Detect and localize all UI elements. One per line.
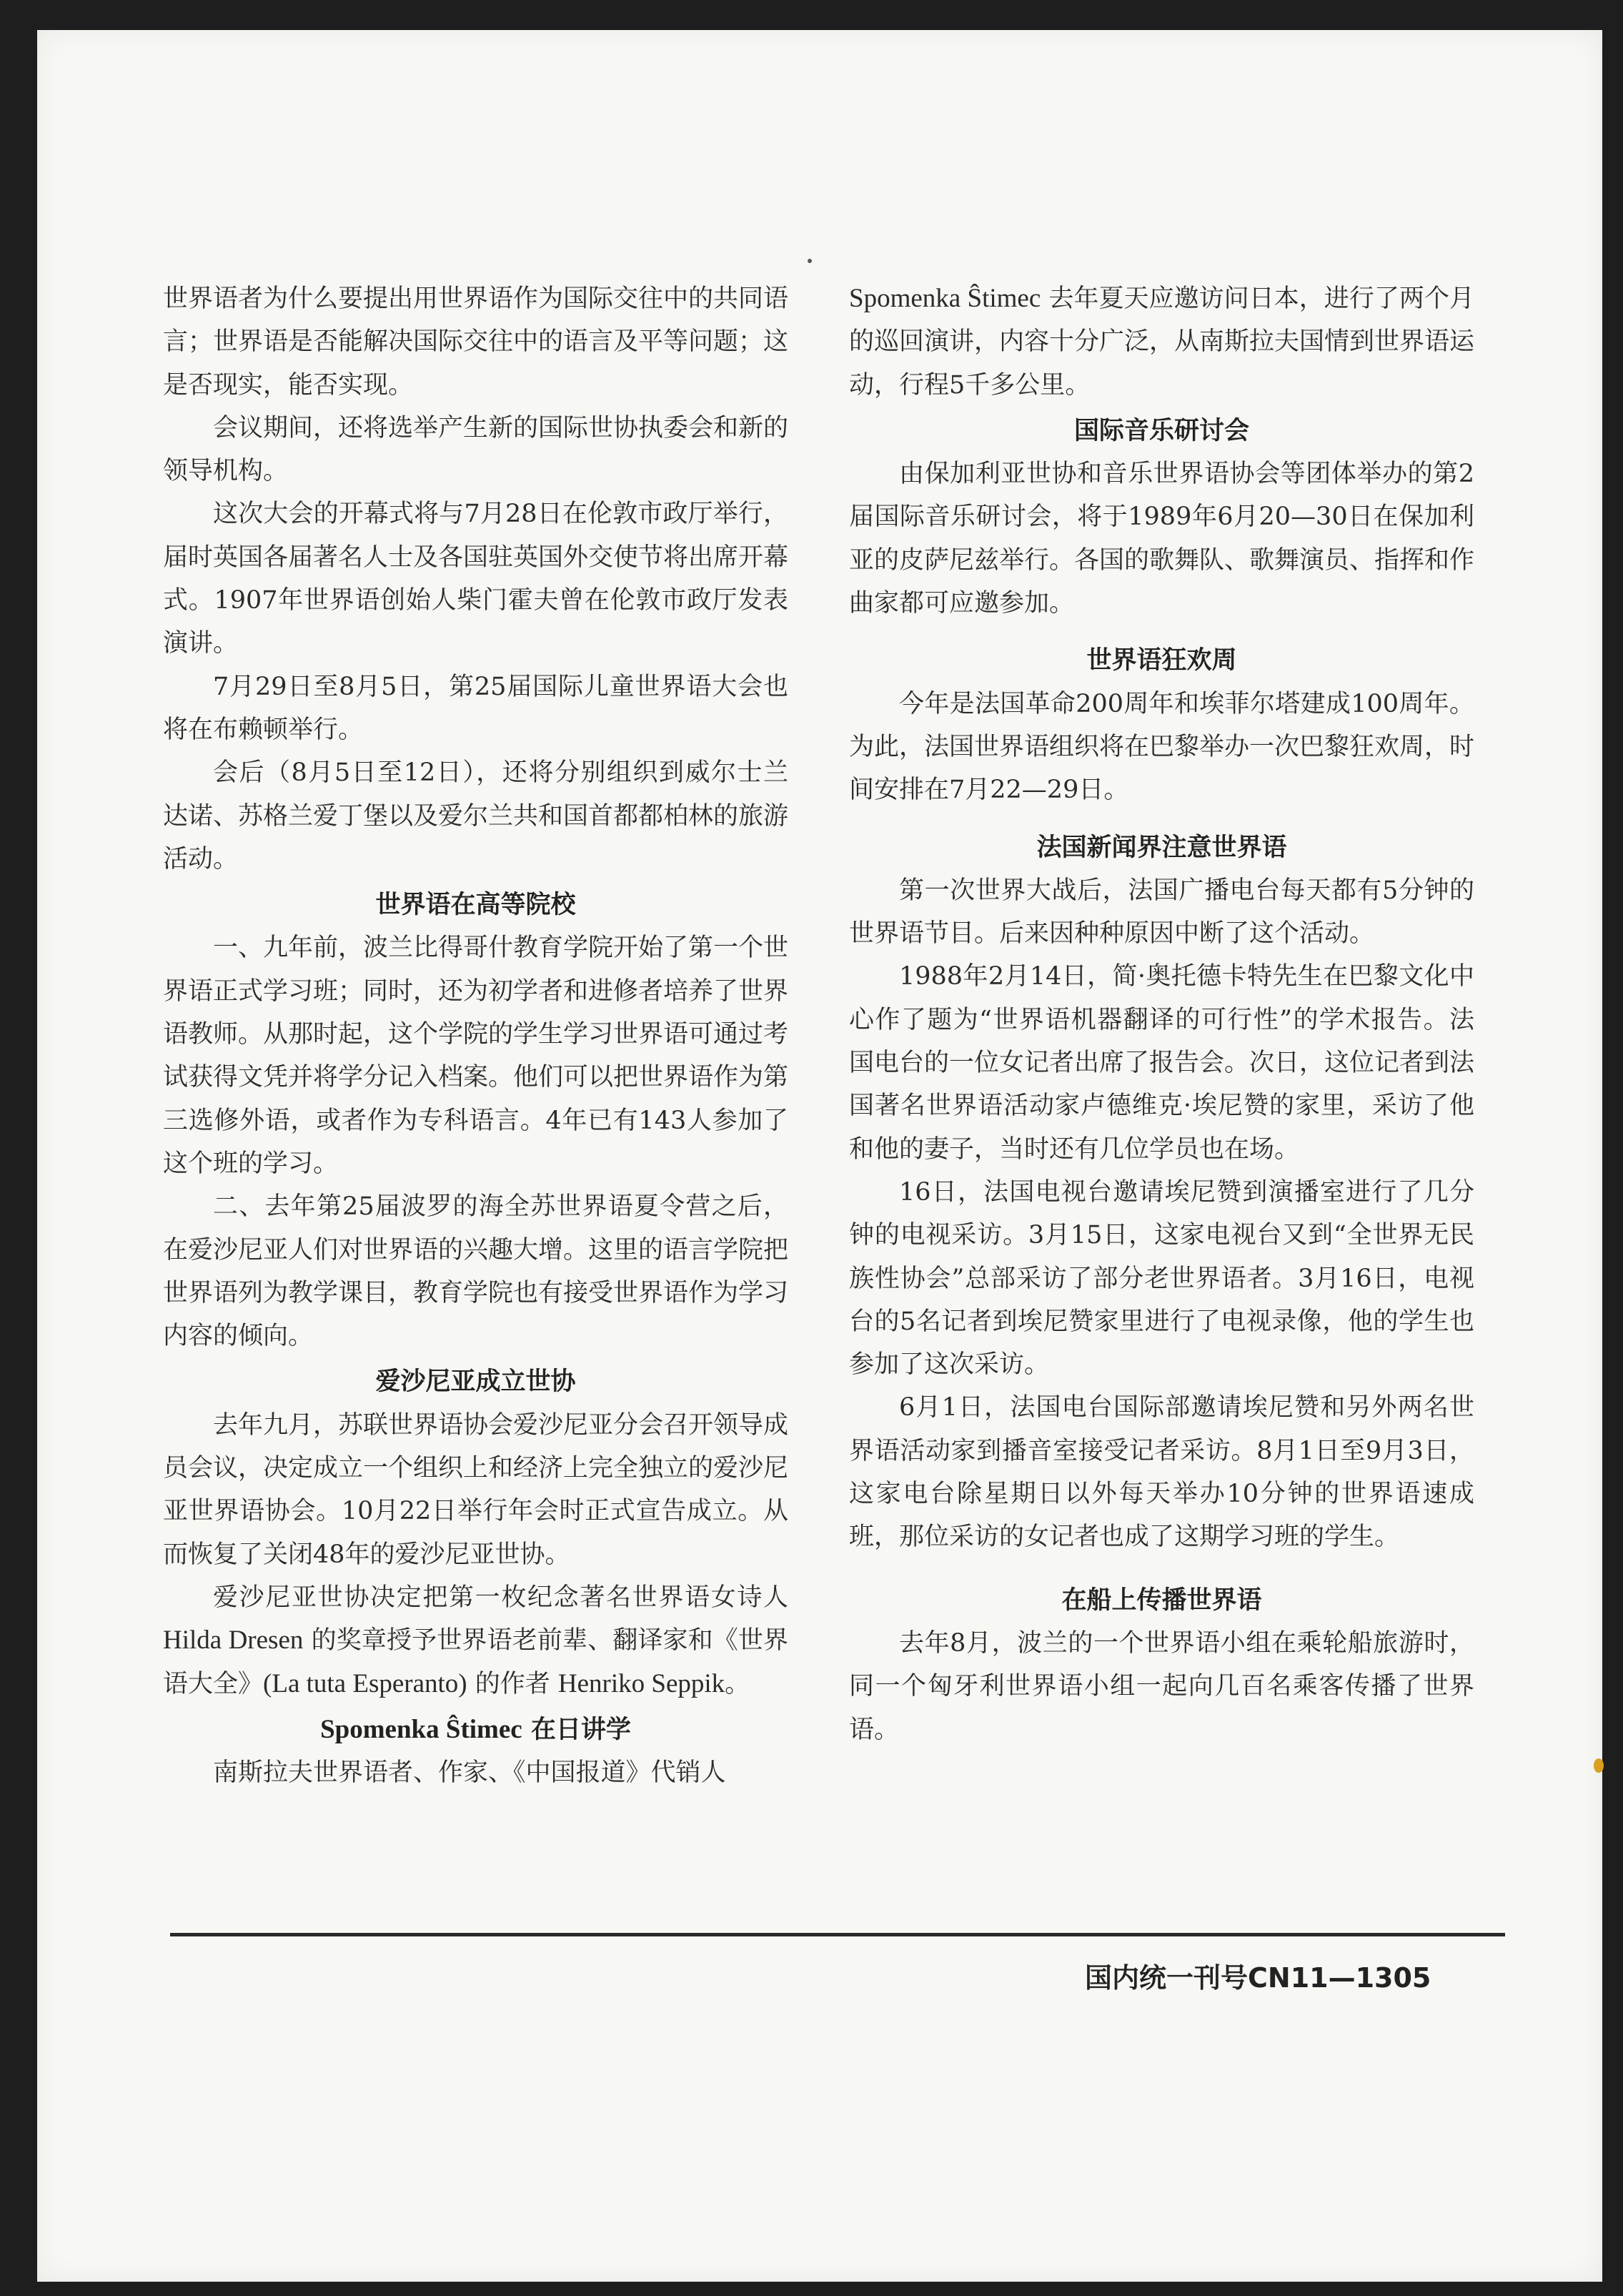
paragraph: 16日，法国电视台邀请埃尼赞到演播室进行了几分钟的电视采访。3月15日，这家电视台又到“全世界无民族性协会”总部采访了部分老世界语者。3月16日，电视台的5名记者到埃尼赞家里进行了电视录像，他的学生也参加了这次采访。: [849, 1177, 1474, 1380]
section-heading: 法国新闻界注意世界语: [1036, 833, 1287, 862]
heading-text: 在日讲学: [522, 1715, 631, 1744]
publication-number: 国内统一刊号CN11—1305: [1085, 1962, 1431, 1994]
section-heading: [163, 1708, 788, 1751]
paragraph: 1988年2月14日，简·奥托德卡特先生在巴黎文化中心作了题为“世界语机器翻译的可行性”的学术报告。法国电台的一位女记者出席了报告会。次日，这位记者到法国著名世界语活动家卢德维克·埃尼赞的家里，采访了他和他的妻子，当时还有几位学员也在场。: [849, 962, 1475, 1164]
person-name: Spomenka Ŝtimec: [320, 1714, 522, 1744]
paragraph: 这次大会的开幕式将与7月28日在伦敦市政厅举行，届时英国各届著名人士及各国驻英国外交使节将出席开幕式。1907年世界语创始人柴门霍夫曾在伦敦市政厅发表演讲。: [163, 500, 789, 658]
person-name: Hilda Dresen: [163, 1625, 304, 1656]
person-name: Henriko Seppik: [557, 1668, 725, 1698]
section-heading: 爱沙尼亚成立世协: [375, 1367, 576, 1397]
right-column: [849, 277, 1474, 1751]
paragraph: 南斯拉夫世界语者、作家、《中国报道》代销人: [213, 1758, 726, 1788]
paragraph: 去年8月，波兰的一个世界语小组在乘轮船旅游时，同一个匈牙利世界语小组一起向几百名乘客传播了世界语。: [849, 1628, 1474, 1744]
text-run: 。: [725, 1669, 750, 1698]
text-run: 去年夏天应邀访问日本，进行了两个月的巡回演讲，内容十分广泛，从南斯拉夫国情到世界语运动，行程5千多公里。: [849, 284, 1475, 400]
text-run: 的奖章授予世界语老前辈、翻译家和《世界语大全》: [163, 1626, 788, 1698]
section-heading: 国际音乐研讨会: [1073, 416, 1249, 445]
paragraph: 由保加利亚世协和音乐世界语协会等团体举办的第2届国际音乐研讨会，将于1989年6月20—30日在保加利亚的皮萨尼兹举行。各国的歌舞队、歌舞演员、指挥和作曲家都可应邀参加。: [849, 460, 1475, 618]
text-run: 爱沙尼亚世协决定把第一枚纪念著名世界语女诗人: [213, 1583, 788, 1612]
paragraph: 6月1日，法国电台国际部邀请埃尼赞和另外两名世界语活动家到播音室接受记者采访。8月1日至9月3日，这家电台除星期日以外每天举办10分钟的世界语速成班，那位采访的女记者也成了这期学习班的学生。: [849, 1393, 1474, 1552]
paragraph: 第一次世界大战后，法国广播电台每天都有5分钟的世界语节目。后来因种种原因中断了这个活动。: [849, 876, 1474, 949]
paragraph: 去年九月，苏联世界语协会爱沙尼亚分会召开领导成员会议，决定成立一个组织上和经济上完全独立的爱沙尼亚世界语协会。10月22日举行年会时正式宣告成立。从而恢复了关闭48年的爱沙尼亚世协。: [163, 1410, 789, 1569]
paragraph: 会议期间，还将选举产生新的国际世协执委会和新的领导机构。: [163, 413, 789, 486]
paragraph: 7月29日至8月5日，第25届国际儿童世界语大会也将在布赖顿举行。: [163, 672, 788, 744]
paragraph: 会后（8月5日至12日），还将分别组织到威尔士兰达诺、苏格兰爱丁堡以及爱尔兰共和国首都都柏林的旅游活动。: [163, 758, 789, 874]
orange-mark: [1594, 1758, 1604, 1773]
paragraph: 今年是法国革命200周年和埃菲尔塔建成100周年。为此，法国世界语组织将在巴黎举办一次巴黎狂欢周，时间安排在7月22—29日。: [849, 689, 1475, 805]
text-run: 的作者: [467, 1669, 558, 1698]
left-column: [163, 277, 788, 1794]
person-name: Spomenka Ŝtimec: [849, 284, 1041, 313]
footer-rule: [170, 1933, 1505, 1936]
paragraph: 二、去年第25届波罗的海全苏世界语夏令营之后，在爱沙尼亚人们对世界语的兴趣大增。这里的语言学院把世界语列为教学课目，教育学院也有接受世界语作为学习内容的倾向。: [163, 1192, 789, 1351]
print-speck: [808, 259, 812, 263]
paragraph: 世界语者为什么要提出用世界语作为国际交往中的共同语言；世界语是否能解决国际交往中的语言及平等问题；这是否现实，能否实现。: [163, 284, 789, 400]
paragraph: [849, 277, 1474, 407]
section-heading: 世界语在高等院校: [375, 891, 576, 920]
book-title: (La tuta Esperanto): [263, 1668, 467, 1698]
section-heading: 世界语狂欢周: [1086, 646, 1237, 676]
paragraph: 一、九年前，波兰比得哥什教育学院开始了第一个世界语正式学习班；同时，还为初学者和进修者培养了世界语教师。从那时起，这个学院的学生学习世界语可通过考试获得文凭并将学分记入档案。他们可以把世界语作为第三选修外语，或者作为专科语言。4年已有143人参加了这个班的学习。: [163, 934, 789, 1178]
section-heading: 在船上传播世界语: [1061, 1585, 1262, 1615]
paragraph: [163, 1576, 788, 1706]
